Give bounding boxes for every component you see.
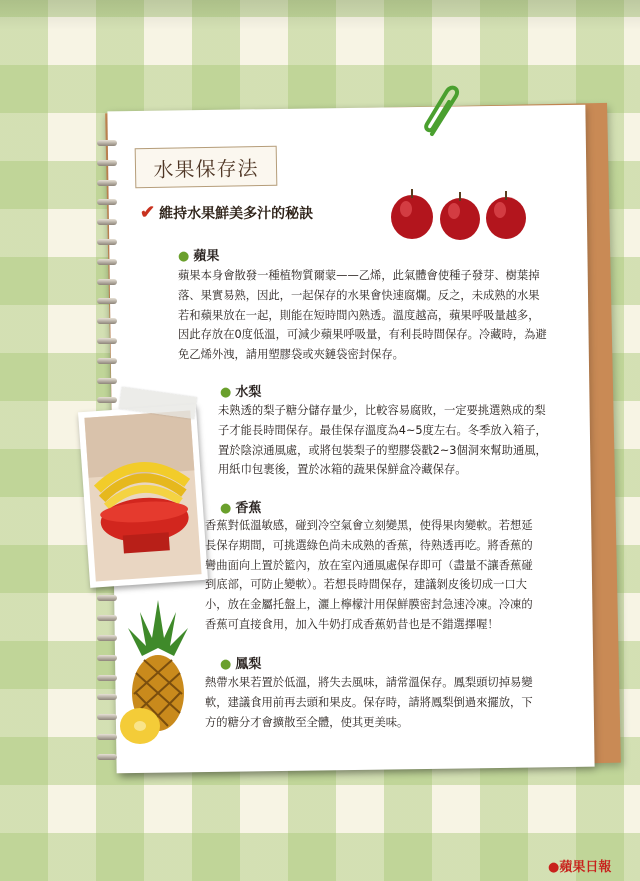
subtitle: 維持水果鮮美多汁的秘訣 (159, 205, 314, 222)
apple-daily-logo: ●蘋果日報 (548, 860, 612, 875)
apples-image (388, 186, 538, 244)
pineapple-text: 熱帶水果若置於低溫，將失去風味，請常溫保存。鳳梨頭切掉易變 軟，建議食用前再去頭和果皮。保存時，請將鳳梨倒過來擺放，下 方的糖分才會擴散至全體，使其更美味。 (205, 676, 533, 729)
banana-colander-image (78, 404, 208, 588)
section-heading-banana: ● 香蕉 (220, 501, 262, 516)
section-heading-apple: ● 蘋果 (178, 249, 220, 264)
page-title: 水果保存法 (153, 155, 259, 182)
pineapple-image (118, 598, 198, 748)
apple-logo-icon: ● (548, 860, 560, 875)
bullet-icon: ● (220, 385, 232, 400)
banana-text: 香蕉對低溫敏感，碰到冷空氣會立刻變黑，使得果肉變軟。若想延 長保存期間，可挑選綠色尚未成熟的香蕉，待熟透再吃。將香蕉的 彎曲面向上置於籃內，放在室內通風處保存即可（盡量不讓香蕉碰 到底部，可防止變軟）。若想長時間保存，建議剝皮後切成一口大 小，放在金屬托盤上，灑上檸檬汁用保鮮膜密封急速冷凍。冷凍的 香蕉可直接食用，加入牛奶打成香蕉奶昔也是不錯選擇喔！ (205, 519, 533, 631)
subtitle-row (140, 202, 313, 223)
apple-text: 蘋果本身會散發一種植物質爾蒙——乙烯，此氣體會使種子發芽、樹葉掉 落、果實易熟，因此，一起保存的水果會快速腐爛。反之，未成熟的水果 若和蘋果放在一起，則能在短時間內熟透。溫度越高，蘋果呼吸量越多， 因此存放在0度低溫，可減少蘋果呼吸量，有利長時間保存。冷藏時，為避 免乙烯外洩，請用塑膠袋或夾鏈袋密封保存。 (178, 269, 547, 362)
checkmark-icon: ✔ (140, 202, 156, 223)
bullet-icon: ● (178, 249, 190, 264)
title-tab (135, 146, 278, 188)
section-heading-pear: ● 水梨 (220, 385, 262, 400)
bullet-icon: ● (220, 657, 232, 672)
paperclip-icon (418, 82, 468, 142)
section-heading-pineapple: ● 鳳梨 (220, 657, 262, 672)
bullet-icon: ● (220, 501, 232, 516)
pear-text: 未熟透的梨子糖分儲存量少，比較容易腐敗，一定要挑選熟成的梨 子才能長時間保存。最佳保存溫度為4~5度左右。冬季放入箱子， 置於陰涼通風處，或將包裝梨子的塑膠袋戳2~3個洞來幫助通風， 用紙巾包裹後，置於冰箱的蔬果保鮮盒冷藏保存。 (218, 404, 547, 477)
binding-shadow (0, 0, 640, 30)
banana-photo (78, 404, 208, 588)
